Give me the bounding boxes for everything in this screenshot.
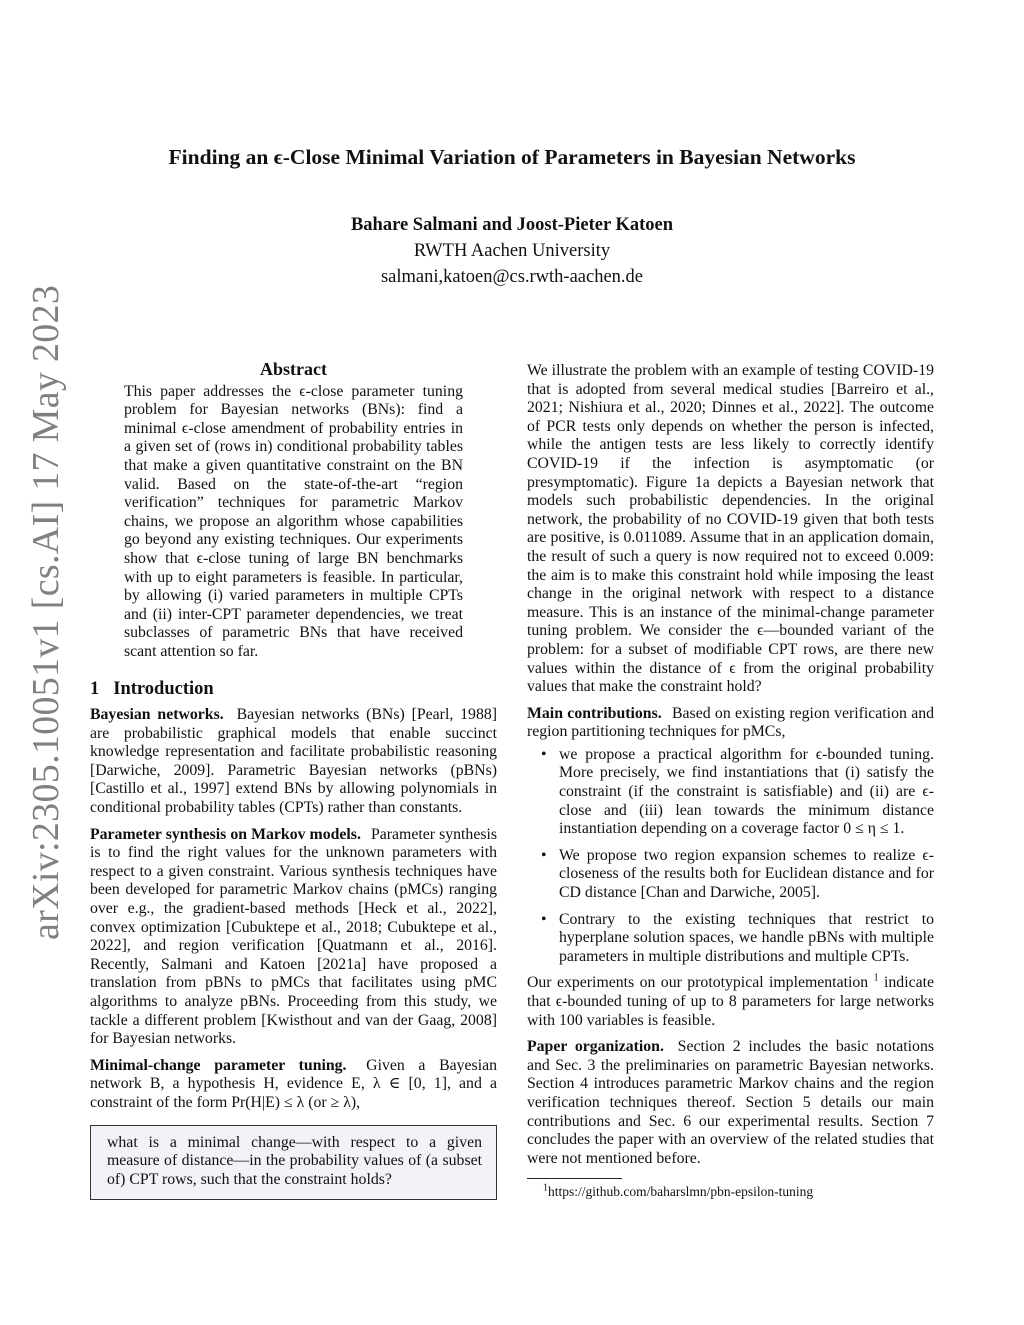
abstract-body (124, 383, 463, 662)
arxiv-identifier-stamp: arXiv:2305.10051v1 [cs.AI] 17 May 2023 (25, 284, 67, 940)
section-heading-introduction (90, 680, 497, 699)
left-column (90, 360, 497, 1200)
list-item: • Contrary to the existing techniques that restrict to hyperplane solution spaces, we handle pBNs with multiple parameters in multiple distributions and multiple CPTs. (527, 911, 934, 967)
paragraph-text: indicate that ϵ-bounded tuning of up to 8 parameters for large networks with 100 variables is feasible. (527, 974, 935, 1029)
author-names: Bahare Salmani and Joost-Pieter Katoen (350, 215, 674, 235)
paragraph-text: Parameter synthesis is to find the right values for the unknown parameters with respect to a given constraint. Various synthesis techniques have been developed for parametric Markov chains (pMCs) ranging over e.g., the gradient-based methods [Heck et al., 2022], convex optimization [Cubuktepe et al., 2018; Cubuktepe et al., 2022], and region verification [Quatmann et al., 2016]. Recently, Salmani and Katoen [2021a] have proposed a translation from pBNs to pMCs that facilitates using pMC algorithms to analyze pBNs. Proceeding from this study, we tackle a different problem [Kwisthout and van der Gaag, 2008] for Bayesian networks. (90, 825, 498, 1048)
footnote (527, 1183, 934, 1202)
contributions-list (527, 746, 934, 967)
abstract-text: This paper addresses the ϵ-close parameter tuning problem for Bayesian networks (BNs): find a minimal ϵ-close amendment of probability entries in a given set of (rows in) conditional probability tables that make a given quantitative constraint on the BN valid. Based on the state-of-the-art “region verification” techniques for parametric Markov chains, we propose an algorithm whose capabilities go beyond any existing techniques. Our experiments show that ϵ-close tuning of large BN benchmarks with up to eight parameters is feasible. In particular, by allowing (i) varied parameters in multiple CPTs and (ii) inter-CPT parameter dependencies, we treat subclasses of parametric BNs that have received scant attention so far. (124, 382, 463, 660)
research-question-box (90, 1125, 497, 1201)
paragraph-experiments (527, 974, 934, 1030)
author-affiliation: RWTH Aachen University (413, 241, 611, 261)
list-item: • We propose two region expansion schemes to realize ϵ-closeness of the results both for Euclidean distance and for CD distance [Chan and Darwiche, 2005]. (527, 847, 934, 903)
paragraph-text: Section 2 includes the basic notations and Sec. 3 the preliminaries on parametric Bayesian networks. Section 4 introduces parametric Markov chains and the region verification techniques thereof. Section 5 details our main contributions and Sec. 6 our experimental results. Section 7 concludes the paper with an overview of the related studies that were not mentioned before. (527, 1038, 934, 1167)
paragraph-text: We illustrate the problem with an example of testing COVID-19 that is adopted from several medical studies [Barreiro et al., 2021; Nishiura et al., 2020; Dinnes et al., 2022]. The outcome of PCR tests only depends on whether the person is infected, while the antigen tests are less likely to correctly identify COVID-19 if the infection is asymptomatic (or presymptomatic). Figure 1a depicts a Bayesian network that models such probabilistic dependencies. In the original network, the probability of no COVID-19 given that both tests are positive, is 0.011089. Assume that in an application domain, the result of such a query is now required not to exceed 0.009: the aim is to make this constraint hold while imposing the least change in the original network with respect to a distance measure. This is an instance of the minimal-change parameter tuning problem. We consider the ϵ—bounded variant of the problem: for a subset of modifiable CPT rows, are there new values within the distance of ϵ from the original probability values that make the constraint hold? (527, 362, 934, 696)
runin-heading: Minimal-change parameter tuning. (90, 1056, 347, 1074)
paragraph-parameter-synthesis (90, 826, 497, 1049)
paragraph-text: Our experiments on our prototypical implementation (527, 974, 869, 992)
paragraph-minimal-change (90, 1057, 497, 1113)
footnote-number: 1 (543, 1182, 548, 1194)
abstract-heading: Abstract (260, 359, 327, 379)
runin-heading: Paper organization. (527, 1038, 664, 1056)
runin-heading: Main contributions. (527, 704, 662, 722)
paragraph-text: Given a Bayesian network B, a hypothesis H, evidence E, λ ∈ [0, 1], and a constraint of the form Pr(H|E) ≤ λ (or ≥ λ), (90, 1056, 497, 1111)
section-title-text: Introduction (113, 678, 214, 699)
paragraph-text: Bayesian networks (BNs) [Pearl, 1988] are probabilistic graphical models that enable succinct knowledge representation and facilitate probabilistic reasoning [Darwiche, 2009]. Parametric Bayesian networks (pBNs) [Castillo et al., 1997] extend BNs by allowing polynomials in conditional probability tables (CPTs) rather than constants. (90, 706, 498, 817)
author-email: salmani,katoen@cs.rwth-aachen.de (380, 267, 644, 287)
list-item: • we propose a practical algorithm for ϵ-bounded tuning. More precisely, we find instantiations that (i) satisfy the constraint (if the constraint is satisfiable) and (ii) are ϵ-close and (iii) lean towards the minimum distance instantiation depending on a coverage factor 0 ≤ η ≤ 1. (527, 746, 934, 839)
runin-heading: Parameter synthesis on Markov models. (90, 825, 361, 843)
section-number: 1 (90, 678, 100, 699)
paper-title: Finding an ϵ-Close Minimal Variation of Parameters in Bayesian Networks (168, 145, 856, 169)
footnote-marker[interactable]: 1 (873, 973, 879, 985)
paragraph-bayesian-networks (90, 706, 497, 818)
footnote-divider (527, 1178, 622, 1179)
research-question-text: what is a minimal change—with respect to a given measure of distance—in the probability values of (a subset of) CPT rows, such that the constraint holds? (107, 1133, 482, 1188)
runin-heading: Bayesian networks. (90, 706, 224, 724)
author-block (0, 212, 1024, 290)
paragraph-main-contributions (527, 705, 934, 742)
paragraph-covid-example (527, 362, 934, 697)
paragraph-text: Based on existing region verification and region partitioning techniques for pMCs, (527, 704, 935, 741)
paragraph-organization (527, 1038, 934, 1168)
footnote-link[interactable]: https://github.com/baharslmn/pbn-epsilon-tuning (548, 1184, 814, 1200)
right-column (527, 362, 934, 1202)
